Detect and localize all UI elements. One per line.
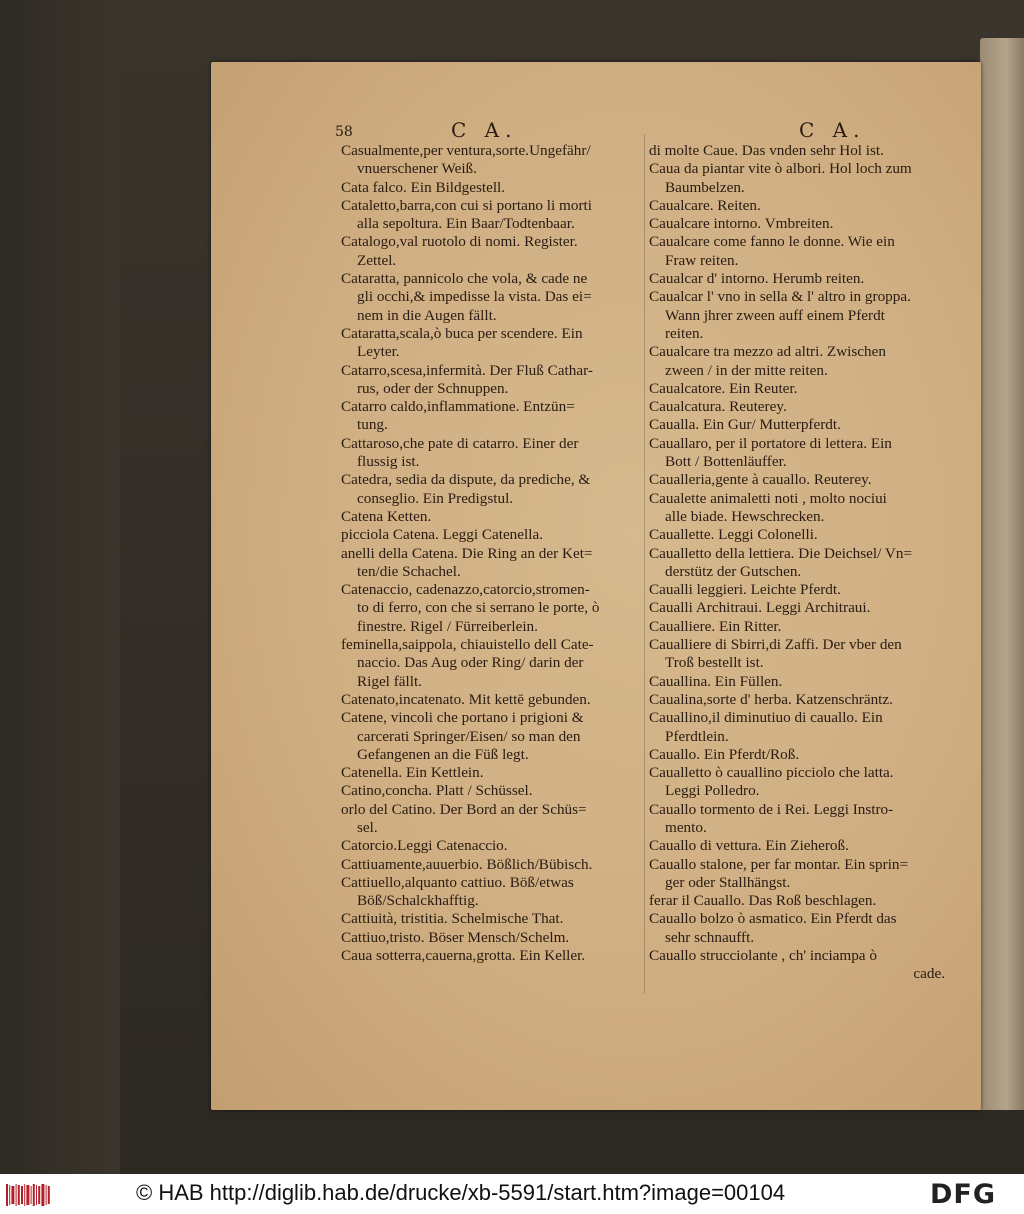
right-column-entry-line: Caualla. Ein Gur/ Mutterpferdt. (649, 416, 841, 434)
right-column-entry-line: Caualliere. Ein Ritter. (649, 617, 782, 635)
left-column-entry-line: nem in die Augen fällt. (357, 306, 497, 324)
left-column-entry-line: Catena Ketten. (341, 507, 432, 525)
right-column-entry-line: Fraw reiten. (665, 251, 739, 269)
left-column-entry-line: Cattiuità, tristitia. Schelmische That. (341, 910, 564, 928)
right-column-entry-line: zween / in der mitte reiten. (665, 361, 828, 379)
left-column-entry-line: Böß/Schalckhafftig. (357, 892, 479, 910)
left-column-entry-line: flussig ist. (357, 453, 420, 471)
left-column-entry-line: picciola Catena. Leggi Catenella. (341, 526, 543, 544)
hab-logo-bar (41, 1184, 44, 1206)
left-column-entry-line: feminella,saippola, chiauistello dell Cate- (341, 636, 594, 654)
hab-logo-bar (6, 1184, 8, 1206)
right-column-entry-line: Caualette animaletti noti , molto nociui (649, 489, 887, 507)
right-column-entry-line: Caualli Architraui. Leggi Architraui. (649, 599, 871, 617)
left-column-entry-line: Catorcio.Leggi Catenaccio. (341, 837, 508, 855)
left-column-entry-line: Cataratta,scala,ò buca per scendere. Ein (341, 324, 583, 342)
left-column-entry-line: Cata falco. Ein Bildgestell. (341, 178, 506, 196)
left-column-entry-line: Catarro,scesa,infermità. Der Fluß Cathar- (341, 361, 593, 379)
hab-logo-bar (26, 1185, 29, 1205)
left-column-entry-line: Catene, vincoli che portano i prigioni & (341, 709, 584, 727)
left-column-entry-line: alla sepoltura. Ein Baar/Todtenbaar. (357, 215, 575, 233)
left-column-entry-line: carcerati Springer/Eisen/ so man den (357, 727, 581, 745)
hab-logo-bar (36, 1185, 37, 1205)
left-column-entry-line: anelli della Catena. Die Ring an der Ket= (341, 544, 593, 562)
right-column-entry-line: alle biade. Hewschrecken. (665, 507, 825, 525)
hab-logo-bar (31, 1186, 32, 1204)
right-column-entry-line: Caualcar d' intorno. Herumb reiten. (649, 270, 865, 288)
book-page (211, 62, 981, 1110)
left-column-entry-line: Cattaroso,che pate di catarro. Einer der (341, 434, 579, 452)
right-column-entry-line: Cauallo di vettura. Ein Zieheroß. (649, 837, 849, 855)
left-column-entry-line: Catenella. Ein Kettlein. (341, 764, 484, 782)
left-column-entry-line: Caua sotterra,cauerna,grotta. Ein Keller. (341, 947, 586, 965)
right-column-entry-line: Caualcatura. Reuterey. (649, 398, 787, 416)
left-column-entry-line: Zettel. (357, 251, 397, 269)
left-column-entry-line: rus, oder der Schnuppen. (357, 379, 509, 397)
hab-logo-bar (33, 1184, 35, 1206)
left-column-entry-line: Catino,concha. Platt / Schüssel. (341, 782, 533, 800)
right-column-entry-line: ger oder Stallhängst. (665, 873, 791, 891)
right-column-entry-line: derstütz der Gutschen. (665, 562, 802, 580)
left-column-entry-line: Leyter. (357, 343, 400, 361)
left-column-entry-line: orlo del Catino. Der Bord an der Schüs= (341, 800, 587, 818)
right-column-entry-line: Caua da piantar vite ò albori. Hol loch zum (649, 160, 912, 178)
hab-logo-bar (21, 1186, 23, 1204)
hab-logo-bar (11, 1186, 14, 1204)
hab-logo-bar (46, 1185, 47, 1205)
right-column-entry-line: Cauallo tormento de i Rei. Leggi Instro- (649, 800, 894, 818)
right-column-entry-line: reiten. (665, 324, 704, 342)
right-column (649, 142, 949, 984)
hab-logo-bar (24, 1184, 25, 1206)
left-column-entry-line: naccio. Das Aug oder Ring/ darin der (357, 654, 584, 672)
left-column-entry-line: Catarro caldo,inflammatione. Entzün= (341, 398, 575, 416)
dfg-logo: DFG (930, 1179, 997, 1210)
left-column-entry-line: sel. (357, 818, 378, 836)
footer-copyright-link[interactable]: © HAB http://diglib.hab.de/drucke/xb-5591/start.htm?image=00104 (136, 1180, 786, 1205)
hab-logo-bar (38, 1186, 40, 1204)
right-column-entry-line: Leggi Polledro. (665, 782, 760, 800)
left-column-entry-line: Rigel fällt. (357, 672, 422, 690)
hab-barcode-logo-icon (6, 1182, 52, 1208)
right-column-entry-line: Caualcare tra mezzo ad altri. Zwischen (649, 343, 886, 361)
left-column-entry-line: Gefangenen an die Füß legt. (357, 745, 529, 763)
right-column-entry-line: sehr schnaufft. (665, 928, 755, 946)
hab-logo-bar (9, 1185, 10, 1205)
left-column-entry-line: Cattiuamente,auuerbio. Bößlich/Bübisch. (341, 855, 593, 873)
hab-logo-bar (16, 1184, 17, 1206)
left-column-entry-line: ten/die Schachel. (357, 562, 461, 580)
left-column-entry-line: Cataratta, pannicolo che vola, & cade ne (341, 270, 588, 288)
left-column-entry-line: Catedra, sedia da dispute, da prediche, & (341, 471, 591, 489)
right-column-entry-line: Cauallo strucciolante , ch' inciampa ò (649, 947, 877, 965)
left-column-entry-line: Catenaccio, cadenazzo,catorcio,stromen- (341, 581, 590, 599)
right-column-entry-line: Caualli leggieri. Leichte Pferdt. (649, 581, 841, 599)
column-divider (644, 134, 645, 994)
right-column-entry-line: mento. (665, 818, 707, 836)
right-column-entry-line: Pferdtlein. (665, 727, 729, 745)
left-column (341, 142, 639, 965)
footer-bar (0, 1174, 1024, 1214)
left-column-entry-line: to di ferro, con che si serrano le porte, ò (357, 599, 600, 617)
right-column-entry-line: Bott / Bottenläuffer. (665, 453, 787, 471)
left-column-entry-line: tung. (357, 416, 388, 434)
right-column-entry-line: Troß bestellt ist. (665, 654, 764, 672)
left-column-entry-line: conseglio. Ein Predigstul. (357, 489, 514, 507)
page-number: 58 (335, 124, 353, 140)
left-column-entry-line: Cattiuo,tristo. Böser Mensch/Schelm. (341, 928, 570, 946)
right-running-head: C A. (799, 118, 866, 142)
left-column-entry-line: Cataletto,barra,con cui si portano li morti (341, 196, 592, 214)
right-column-entry-line: Caualleria,gente à cauallo. Reuterey. (649, 471, 872, 489)
right-column-entry-line: Caualcare. Reiten. (649, 196, 761, 214)
right-column-entry-line: Cauallo bolzo ò asmatico. Ein Pferdt das (649, 910, 897, 928)
right-column-entry-line: cade. (913, 965, 945, 983)
book-binding-strip (0, 0, 120, 1174)
book-page-edge (980, 38, 1024, 1110)
left-column-entry-line: gli occhi,& impedisse la vista. Das ei= (357, 288, 592, 306)
right-column-entry-line: Caualcare come fanno le donne. Wie ein (649, 233, 895, 251)
right-column-entry-line: Caualletto ò cauallino picciolo che latta. (649, 764, 894, 782)
left-column-entry-line: Cattiuello,alquanto cattiuo. Böß/etwas (341, 873, 574, 891)
left-column-entry-line: Casualmente,per ventura,sorte.Ungefähr/ (341, 142, 591, 159)
left-column-entry-line: Catenato,incatenato. Mit kettē gebunden. (341, 690, 591, 708)
hab-logo-bar (48, 1186, 50, 1204)
right-column-entry-line: Caualcare intorno. Vmbreiten. (649, 215, 834, 233)
right-column-entry-line: di molte Caue. Das vnden sehr Hol ist. (649, 142, 884, 159)
right-column-entry-line: Cauallo. Ein Pferdt/Roß. (649, 745, 800, 763)
right-column-entry-line: Cauallino,il diminutiuo di cauallo. Ein (649, 709, 883, 727)
right-column-entry-line: Cauallaro, per il portatore di lettera. Ein (649, 434, 892, 452)
right-column-entry-line: Wann jhrer zween auff einem Pferdt (665, 306, 885, 324)
hab-logo-bar (18, 1185, 20, 1205)
right-column-entry-line: Cauallette. Leggi Colonelli. (649, 526, 818, 544)
right-column-entry-line: Caualina,sorte d' herba. Katzenschräntz. (649, 690, 893, 708)
right-column-entry-line: Caualcatore. Ein Reuter. (649, 379, 798, 397)
right-column-entry-line: Caualcar l' vno in sella & l' altro in groppa. (649, 288, 911, 306)
right-column-entry-line: Caualletto della lettiera. Die Deichsel/ Vn= (649, 544, 913, 562)
right-column-entry-line: Cauallina. Ein Füllen. (649, 672, 783, 690)
right-column-entry-line: Baumbelzen. (665, 178, 745, 196)
right-column-entry-line: Cauallo stalone, per far montar. Ein sprin= (649, 855, 909, 873)
left-column-entry-line: Catalogo,val ruotolo di nomi. Register. (341, 233, 578, 251)
left-running-head: C A. (451, 118, 518, 142)
right-column-entry-line: Caualliere di Sbirri,di Zaffi. Der vber den (649, 636, 902, 654)
left-column-entry-line: finestre. Rigel / Fürreiberlein. (357, 617, 538, 635)
left-column-entry-line: vnuerschener Weiß. (357, 160, 477, 178)
right-column-entry-line: ferar il Cauallo. Das Roß beschlagen. (649, 892, 877, 910)
